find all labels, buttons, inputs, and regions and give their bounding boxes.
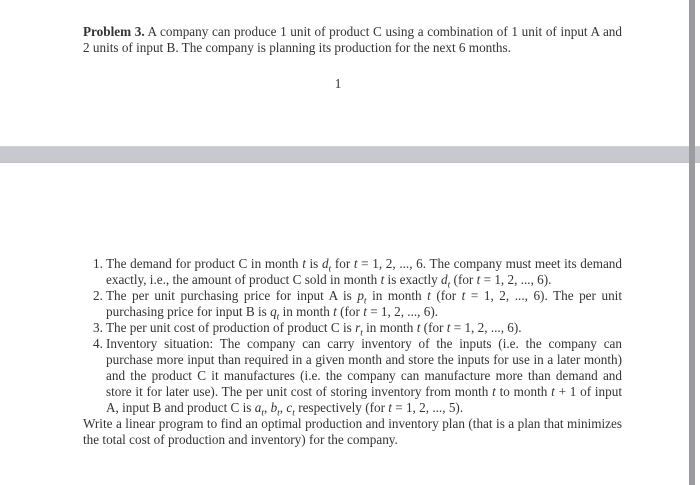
list-item-text: The per unit cost of production of product C is $r_t$ in month t (for t = 1, 2, ..., 6).	[106, 320, 522, 339]
page-2-text-block	[83, 256, 622, 448]
list-item-number: 3.	[93, 320, 103, 335]
list-item-4	[83, 336, 622, 419]
list-item-number: 4.	[93, 336, 103, 351]
list-item-number: 2.	[93, 288, 103, 303]
closing-paragraph: Write a linear program to find an optimal production and inventory plan (that is a plan that minimizes the total cost of production and inventory) for the company.	[83, 416, 622, 447]
problem-heading-paragraph: Problem 3. A company can produce 1 unit of product C using a combination of 1 unit of input A and 2 units of input B. The company is planning its production for the next 6 months.	[83, 24, 622, 55]
conditions-list	[83, 256, 622, 419]
list-item-1	[83, 256, 622, 291]
scrollbar-track[interactable]	[689, 0, 695, 485]
list-item-text: The demand for product C in month t is $d_t$ for t = 1, 2, ..., 6. The company must meet its demand exactly, i.e., the amount of product C sold in month t is exactly $d_t$ (for t = 1, 2, ..., 6).	[106, 256, 622, 291]
list-item-number: 1.	[93, 256, 103, 271]
list-item-2	[83, 288, 622, 323]
list-item-text: Inventory situation: The company can carry inventory of the inputs (i.e. the company can purchase more input than required in a given month and store the inputs for use in a later month) and the product C it manufactures (i.e. the company can manufacture more than demand and store it for later use). The per unit cost of storing inventory from month t to month t + 1 of input A, input B and product C is $a_t$, $b_t$, $c_t$ respectively (for t = 1, 2, ..., 5).	[106, 336, 622, 419]
page-gap	[0, 146, 700, 163]
list-item-3	[83, 320, 622, 339]
page-number: 1	[334, 76, 342, 91]
list-item-text: The per unit purchasing price for input A is $p_t$ in month t (for t = 1, 2, ..., 6). The per unit purchasing price for input B is $q_t$ in month t (for t = 1, 2, ..., 6).	[106, 288, 622, 323]
